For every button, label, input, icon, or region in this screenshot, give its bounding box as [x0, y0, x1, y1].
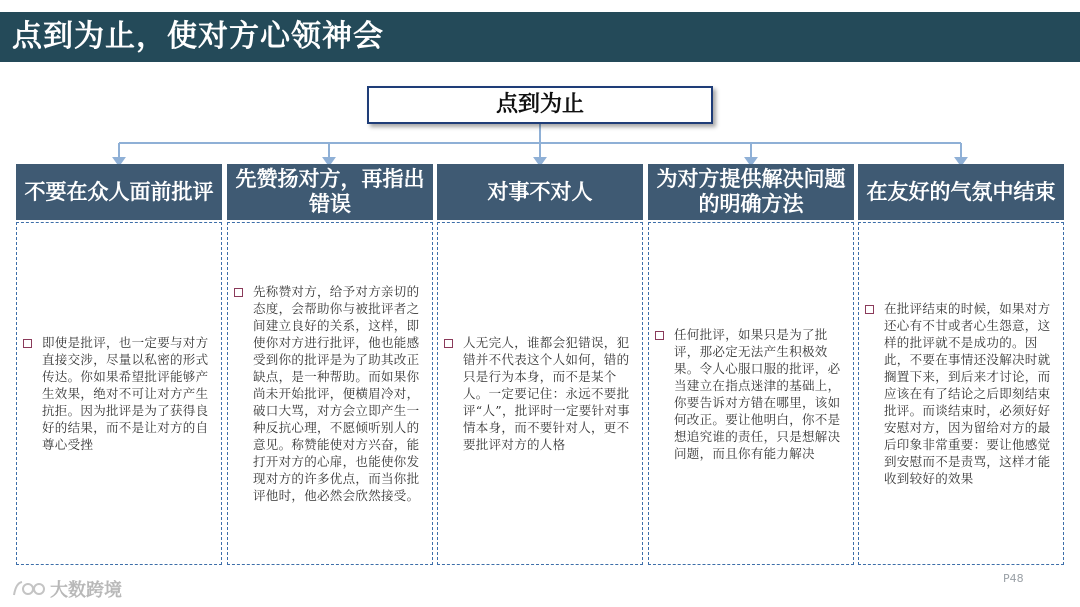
bullet-square-icon — [23, 339, 32, 348]
watermark-logo-icon — [10, 577, 50, 601]
column-heading-2: 先赞扬对方，再指出错误 — [227, 164, 433, 220]
column-body-1 — [16, 222, 222, 565]
column-heading-3: 对事不对人 — [437, 164, 643, 220]
bullet-square-icon — [865, 305, 874, 314]
bullet-square-icon — [234, 288, 243, 297]
root-node: 点到为止 — [367, 86, 713, 124]
column-text-2: 先称赞对方，给予对方亲切的态度，会帮助你与被批评者之间建立良好的关系，这样，即使你对方进行批评，他也能感受到你的批评是为了助其改正缺点，是一种帮助。而如果你尚未开始批评，便横眉冷对，破口大骂，对方会立即产生一种反抗心理，不愿倾听别人的意见。称赞能使对方兴奋，能打开对方的心扉，也能使你发现对方的许多优点，而当你批评他时，他必然会欣然接受。 — [253, 284, 420, 503]
column-text-5: 在批评结束的时候，如果对方还心有不甘或者心生怨意，这样的批评就不是成功的。因此，不要在事情还没解决时就搁置下来，到后来才讨论，而应该在有了结论之后即刻结束批评。而谈结束时，必须好好安慰对方，因为留给对方的最后印象非常重要：要让他感觉到安慰而不是责骂，这样才能收到较好的效果 — [884, 301, 1051, 486]
column-body-4 — [648, 222, 854, 565]
column-body-5 — [858, 222, 1064, 565]
watermark-text: 大数跨境 — [50, 580, 122, 601]
column-heading-5: 在友好的气氛中结束 — [858, 164, 1064, 220]
page-number: P48 — [1003, 572, 1024, 585]
watermark — [10, 576, 122, 602]
page-title: 点到为止，使对方心领神会 — [12, 19, 384, 54]
column-heading-1: 不要在众人面前批评 — [16, 164, 222, 220]
column-text-1: 即使是批评，也一定要与对方直接交涉，尽量以私密的形式传达。你如果希望批评能够产生效果，绝对不可让对方产生抗拒。因为批评是为了获得良好的结果，而不是让对方的自尊心受挫 — [42, 335, 209, 452]
column-body-2 — [227, 222, 433, 565]
column-text-3: 人无完人，谁都会犯错误，犯错并不代表这个人如何，错的只是行为本身，而不是某个人。一定要记住：永远不要批评“人”，批评时一定要针对事情本身，而不要针对人，更不要批评对方的人格 — [463, 335, 630, 452]
column-heading-4: 为对方提供解决问题的明确方法 — [648, 164, 854, 220]
column-body-3 — [437, 222, 643, 565]
bullet-square-icon — [655, 331, 664, 340]
bullet-square-icon — [444, 339, 453, 348]
column-text-4: 任何批评，如果只是为了批评，那必定无法产生积极效果。令人心服口服的批评，必当建立在指点迷津的基础上，你要告诉对方错在哪里，该如何改正。要让他明白，你不是想追究谁的责任，只是想解决问题，而且你有能力解决 — [674, 326, 841, 461]
